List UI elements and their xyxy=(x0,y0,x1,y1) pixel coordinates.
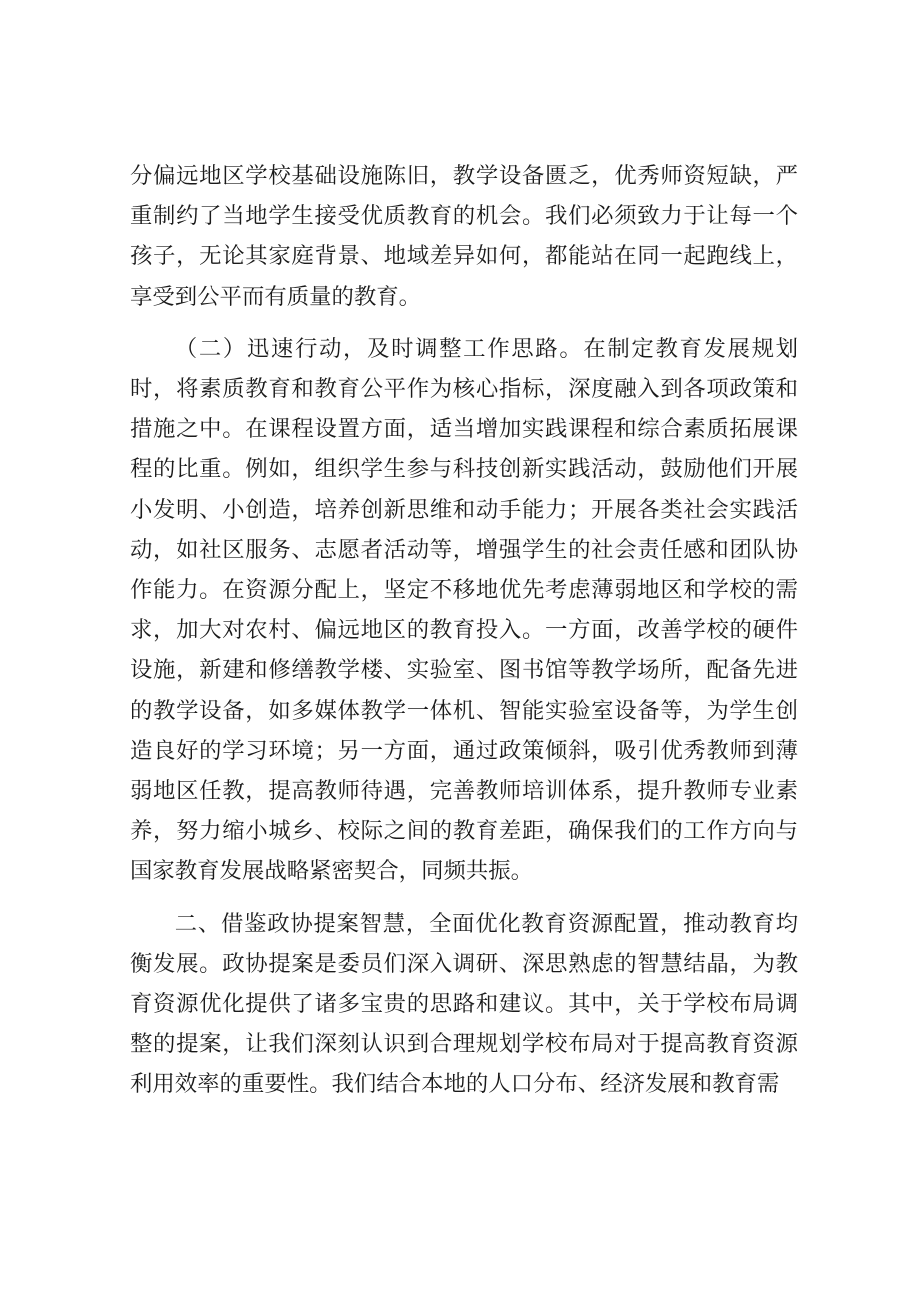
paragraph-section-two-subpoint: （二）迅速行动，及时调整工作思路。在制定教育发展规划时，将素质教育和教育公平作为核心指标，深度融入到各项政策和措施之中。在课程设置方面，适当增加实践课程和综合素质拓展课程的比重。例如，组织学生参与科技创新实践活动，鼓励他们开展小发明、小创造，培养创新思维和动手能力；开展各类社会实践活动，如社区服务、志愿者活动等，增强学生的社会责任感和团队协作能力。在资源分配上，坚定不移地优先考虑薄弱地区和学校的需求，加大对农村、偏远地区的教育投入。一方面，改善学校的硬件设施，新建和修缮教学楼、实验室、图书馆等教学场所，配备先进的教学设备，如多媒体教学一体机、智能实验室设备等，为学生创造良好的学习环境；另一方面，通过政策倾斜，吸引优秀教师到薄弱地区任教，提高教师待遇，完善教师培训体系，提升教师专业素养，努力缩小城乡、校际之间的教育差距，确保我们的工作方向与国家教育发展战略紧密契合，同频共振。 xyxy=(130,335,798,885)
document-body xyxy=(130,156,798,1117)
paragraph-section-two-heading: 二、借鉴政协提案智慧，全面优化教育资源配置，推动教育均衡发展。政协提案是委员们深入调研、深思熟虑的智慧结晶，为教育资源优化提供了诸多宝贵的思路和建议。其中，关于学校布局调整的提案，让我们深刻认识到合理规划学校布局对于提高教育资源利用效率的重要性。我们结合本地的人口分布、经济发展和教育需 xyxy=(130,910,798,1098)
paragraph-continuation: 分偏远地区学校基础设施陈旧，教学设备匮乏，优秀师资短缺，严重制约了当地学生接受优质教育的机会。我们必须致力于让每一个孩子，无论其家庭背景、地域差异如何，都能站在同一起跑线上，享受到公平而有质量的教育。 xyxy=(130,163,798,310)
